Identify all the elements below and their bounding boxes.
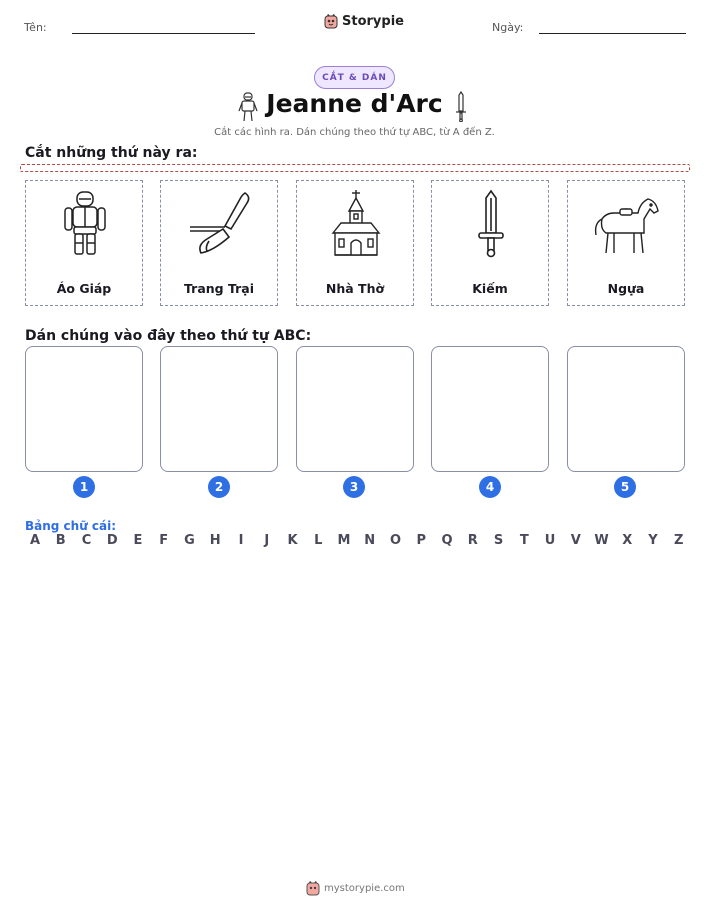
cut-card-horse[interactable] [567,180,685,306]
cut-card-armor[interactable] [25,180,143,306]
alphabet-letter: A [29,533,41,548]
cut-section-title: Cắt những thứ này ra: [25,145,198,161]
sword-title-icon [455,91,467,122]
paste-box[interactable] [296,346,414,472]
alphabet-letter: T [519,533,529,548]
paste-section-title: Dán chúng vào đây theo thứ tự ABC: [25,328,312,344]
alphabet-letter: N [364,533,376,548]
name-label: Tên: [24,21,47,34]
alphabet-letter: V [570,533,581,548]
card-label: Kiếm [472,281,508,296]
alphabet-letter: L [314,533,323,548]
alphabet-letter: S [493,533,504,548]
alphabet-letter: O [389,533,402,548]
cut-card-farm[interactable] [160,180,278,306]
footer-url: mystorypie.com [324,882,405,894]
cut-card-church[interactable] [296,180,414,306]
number-badge: 1 [73,476,95,498]
alphabet-letter: I [238,533,244,548]
paste-box[interactable] [567,346,685,472]
alphabet-letter: K [287,533,298,548]
alphabet-letter: U [544,533,556,548]
number-badge: 5 [614,476,636,498]
alphabet-letter: D [106,533,118,548]
alphabet-letter: Q [441,533,453,548]
alphabet-title: Bảng chữ cái: [25,519,117,533]
alphabet-letter: X [622,533,633,548]
alphabet-letter: B [55,533,66,548]
brand-logo [324,13,404,29]
armor-icon [50,189,120,259]
paste-box[interactable] [431,346,549,472]
alphabet-letter: R [467,533,478,548]
card-label: Ngựa [607,281,645,296]
horse-icon [592,189,662,259]
card-label: Nhà Thờ [325,281,385,296]
alphabet-letter: W [594,533,609,548]
name-field-line[interactable] [72,33,255,34]
alphabet-letter: H [209,533,221,548]
plow-icon [185,189,255,259]
number-badge: 3 [343,476,365,498]
sword-icon [456,189,526,259]
church-icon [321,189,391,259]
date-label: Ngày: [492,21,524,34]
footer [306,880,405,896]
number-badge: 4 [479,476,501,498]
page-title: Jeanne d'Arc [266,89,443,118]
alphabet-letter: J [264,533,270,548]
paste-box[interactable] [160,346,278,472]
alphabet-letter: Z [674,533,684,548]
storypie-footer-logo-icon [306,880,320,896]
paste-box[interactable] [25,346,143,472]
number-badge: 2 [208,476,230,498]
storypie-logo-icon [324,13,338,29]
cut-line [20,164,690,172]
alphabet-letter: Y [648,533,658,548]
alphabet-letter: E [133,533,143,548]
page-subtitle: Cắt các hình ra. Dán chúng theo thứ tự ABC, từ A đến Z. [214,127,495,138]
alphabet-letter: M [337,533,351,548]
card-label: Áo Giáp [56,281,112,296]
cut-card-sword[interactable] [431,180,549,306]
alphabet-letter: G [184,533,195,548]
date-field-line[interactable] [539,33,686,34]
alphabet-letter: P [416,533,427,548]
brand-name: Storypie [342,13,404,29]
alphabet-letter: F [159,533,169,548]
card-label: Trang Trại [184,281,254,296]
alphabet-row [27,533,687,548]
alphabet-letter: C [81,533,92,548]
activity-tag: CẮT & DÁN [314,66,395,89]
